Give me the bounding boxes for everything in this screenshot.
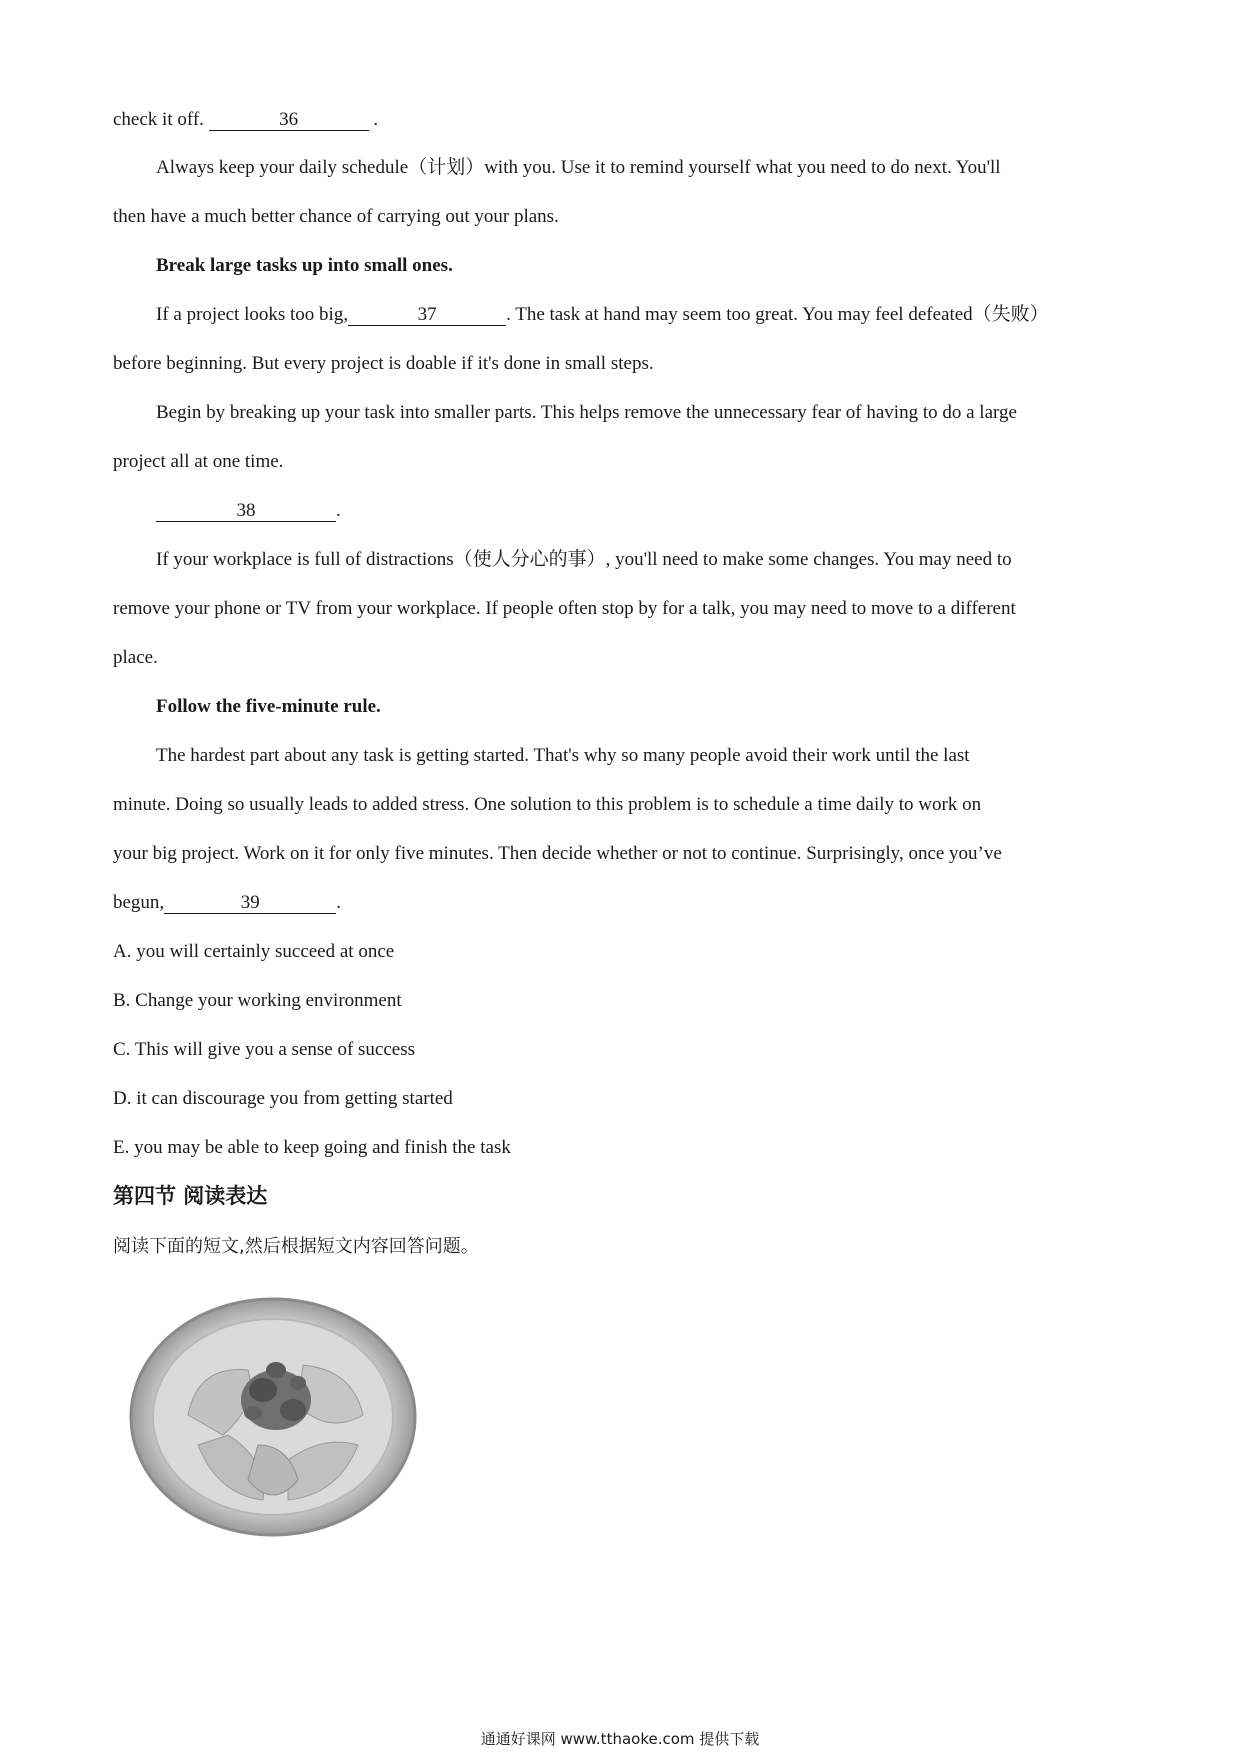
passage-line: then have a much better chance of carrying out your plans. (113, 206, 559, 227)
passage-line: before beginning. But every project is doable if it's done in small steps. (113, 353, 654, 374)
passage-line: The hardest part about any task is getting started. That's why so many people avoid their work until the last (156, 745, 970, 766)
blank-38: 38 (156, 501, 336, 522)
blank-36: 36 (209, 110, 369, 131)
blank-37: 37 (348, 305, 506, 326)
subheading: Break large tasks up into small ones. (156, 255, 453, 276)
option-c: C. This will give you a sense of success (113, 1039, 416, 1060)
passage-line: remove your phone or TV from your workplace. If people often stop by for a talk, you may need to move to a different (113, 598, 1016, 619)
subheading: Follow the five-minute rule. (156, 696, 381, 717)
option-d: D. it can discourage you from getting started (113, 1088, 453, 1109)
passage-line: your big project. Work on it for only five minutes. Then decide whether or not to continue. Surprisingly, once you’ve (113, 843, 1002, 864)
passage-line: place. (113, 647, 158, 668)
passage-line: check it off. 36 . (113, 109, 379, 130)
passage-line: If your workplace is full of distractions（使人分心的事）, you'll need to make some changes. You may need to (156, 549, 1012, 570)
passage-line: 38 . (156, 499, 341, 523)
dumpling-plate-image (128, 1295, 418, 1540)
option-e: E. you may be able to keep going and finish the task (113, 1137, 511, 1158)
footer-text: 通通好课网 www.tthaoke.com 提供下载 (480, 1730, 760, 1748)
passage-line: begun, 39 . (113, 892, 341, 913)
option-b: B. Change your working environment (113, 990, 402, 1011)
passage-line: If a project looks too big, 37 . The task at hand may seem too great. You may feel defeated（失败） (156, 304, 1049, 325)
section-title: 第四节 阅读表达 (113, 1184, 268, 1208)
section-instruction: 阅读下面的短文,然后根据短文内容回答问题。 (113, 1236, 479, 1257)
passage-line: Begin by breaking up your task into smaller parts. This helps remove the unnecessary fear of having to do a large (156, 402, 1017, 423)
passage-line: Always keep your daily schedule（计划）with you. Use it to remind yourself what you need to do next. You'll (156, 157, 1001, 178)
option-a: A. you will certainly succeed at once (113, 941, 395, 962)
passage-line: minute. Doing so usually leads to added stress. One solution to this problem is to schedule a time daily to work on (113, 794, 982, 815)
passage-line: project all at one time. (113, 451, 284, 472)
blank-39: 39 (164, 893, 336, 914)
